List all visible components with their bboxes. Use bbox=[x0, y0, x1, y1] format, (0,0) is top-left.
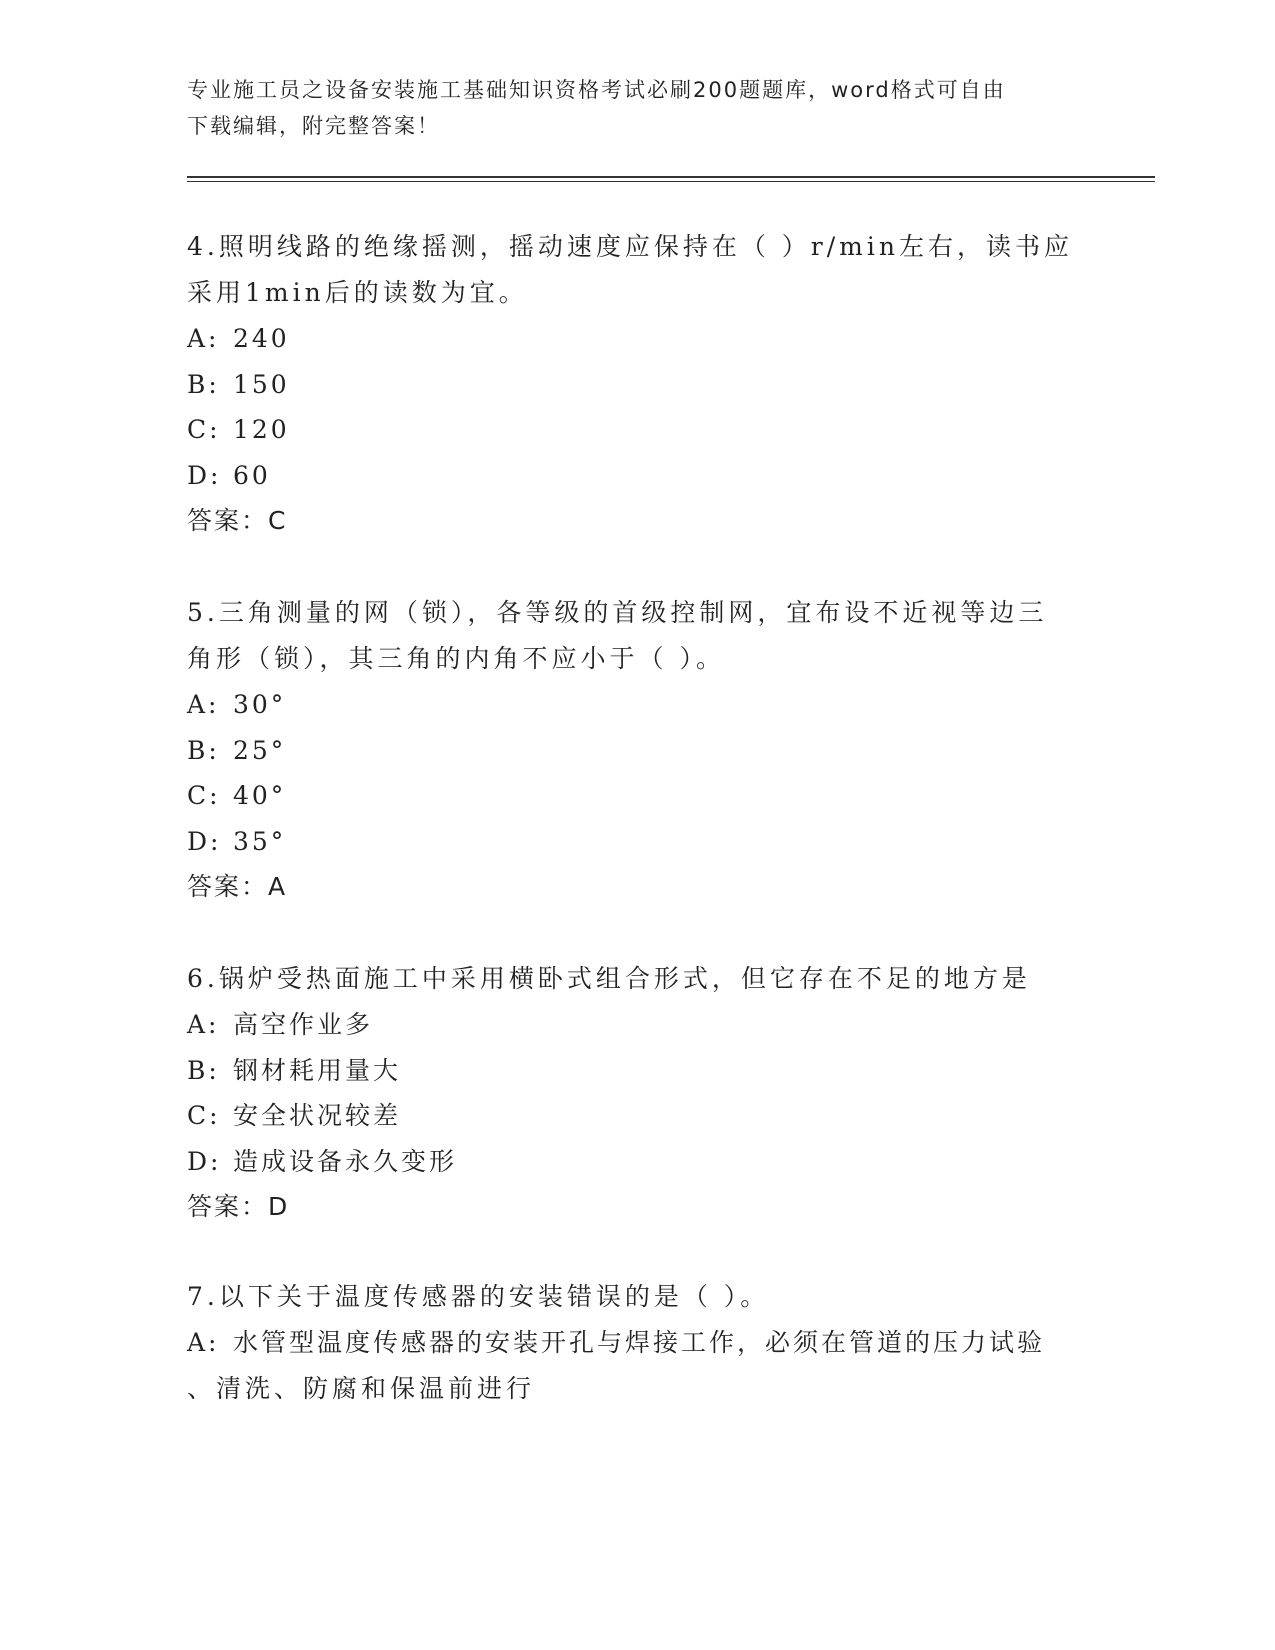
question-6 bbox=[187, 956, 1087, 1230]
option-value: 35° bbox=[233, 826, 287, 856]
option-key: A: bbox=[187, 1010, 220, 1039]
option-b bbox=[187, 728, 1087, 774]
option-d bbox=[187, 1139, 1087, 1185]
option-b bbox=[187, 362, 1087, 408]
option-key: D: bbox=[187, 826, 222, 856]
option-key: A: bbox=[187, 324, 220, 353]
option-key: D: bbox=[187, 1146, 222, 1176]
option-key: B: bbox=[187, 735, 220, 765]
option-a bbox=[187, 1320, 1087, 1366]
option-key: B: bbox=[187, 1055, 220, 1085]
option-key: A: bbox=[187, 690, 220, 719]
answer-line: 答案：C bbox=[187, 506, 288, 535]
option-c bbox=[187, 407, 1087, 453]
question-7 bbox=[187, 1274, 1087, 1412]
option-a bbox=[187, 316, 1087, 362]
question-4 bbox=[187, 224, 1087, 544]
option-value: 150 bbox=[233, 369, 290, 399]
header-line-2: 下载编辑，附完整答案！ bbox=[187, 114, 440, 138]
option-value: 高空作业多 bbox=[233, 1010, 374, 1039]
option-value: 60 bbox=[233, 460, 271, 490]
option-value: 25° bbox=[233, 735, 287, 765]
option-key: C: bbox=[187, 1101, 221, 1130]
option-key: C: bbox=[187, 415, 221, 444]
option-key: D: bbox=[187, 460, 222, 490]
option-value: 30° bbox=[233, 690, 287, 719]
question-text-line-1: 4.照明线路的绝缘摇测，摇动速度应保持在（ ）r/min左右，读书应 bbox=[187, 232, 1073, 261]
option-value: 120 bbox=[233, 415, 290, 444]
question-text-line-2: 角形（锁），其三角的内角不应小于（ ）。 bbox=[187, 644, 725, 673]
document-header bbox=[187, 72, 1087, 144]
option-a bbox=[187, 1002, 1087, 1048]
option-value: 造成设备永久变形 bbox=[233, 1146, 458, 1176]
header-divider-thin bbox=[187, 181, 1155, 182]
question-text-line-1: 6.锅炉受热面施工中采用横卧式组合形式，但它存在不足的地方是 bbox=[187, 964, 1031, 993]
option-d bbox=[187, 819, 1087, 865]
option-value: 水管型温度传感器的安装开孔与焊接工作，必须在管道的压力试验 bbox=[233, 1328, 1046, 1357]
option-c bbox=[187, 773, 1087, 819]
option-key: C: bbox=[187, 781, 221, 810]
question-text-line-1: 7.以下关于温度传感器的安装错误的是（ ）。 bbox=[187, 1282, 770, 1311]
question-5 bbox=[187, 590, 1087, 910]
header-line-1: 专业施工员之设备安装施工基础知识资格考试必刷200题题库，word格式可自由 bbox=[187, 78, 1006, 102]
option-value: 40° bbox=[233, 781, 287, 810]
option-d bbox=[187, 453, 1087, 499]
option-a bbox=[187, 682, 1087, 728]
answer-line: 答案：D bbox=[187, 1192, 290, 1221]
option-value: 钢材耗用量大 bbox=[233, 1055, 402, 1085]
option-key: B: bbox=[187, 369, 220, 399]
answer-line: 答案：A bbox=[187, 872, 288, 901]
question-text-line-2: 采用1min后的读数为宜。 bbox=[187, 278, 528, 307]
option-c bbox=[187, 1093, 1087, 1139]
option-value: 240 bbox=[233, 324, 290, 353]
option-key: A: bbox=[187, 1328, 220, 1357]
option-a-continuation: 、清洗、防腐和保温前进行 bbox=[187, 1373, 536, 1403]
question-text-line-1: 5.三角测量的网（锁），各等级的首级控制网，宜布设不近视等边三 bbox=[187, 598, 1048, 627]
option-b bbox=[187, 1048, 1087, 1094]
option-value: 安全状况较差 bbox=[233, 1101, 402, 1130]
header-divider-thick bbox=[187, 176, 1155, 178]
